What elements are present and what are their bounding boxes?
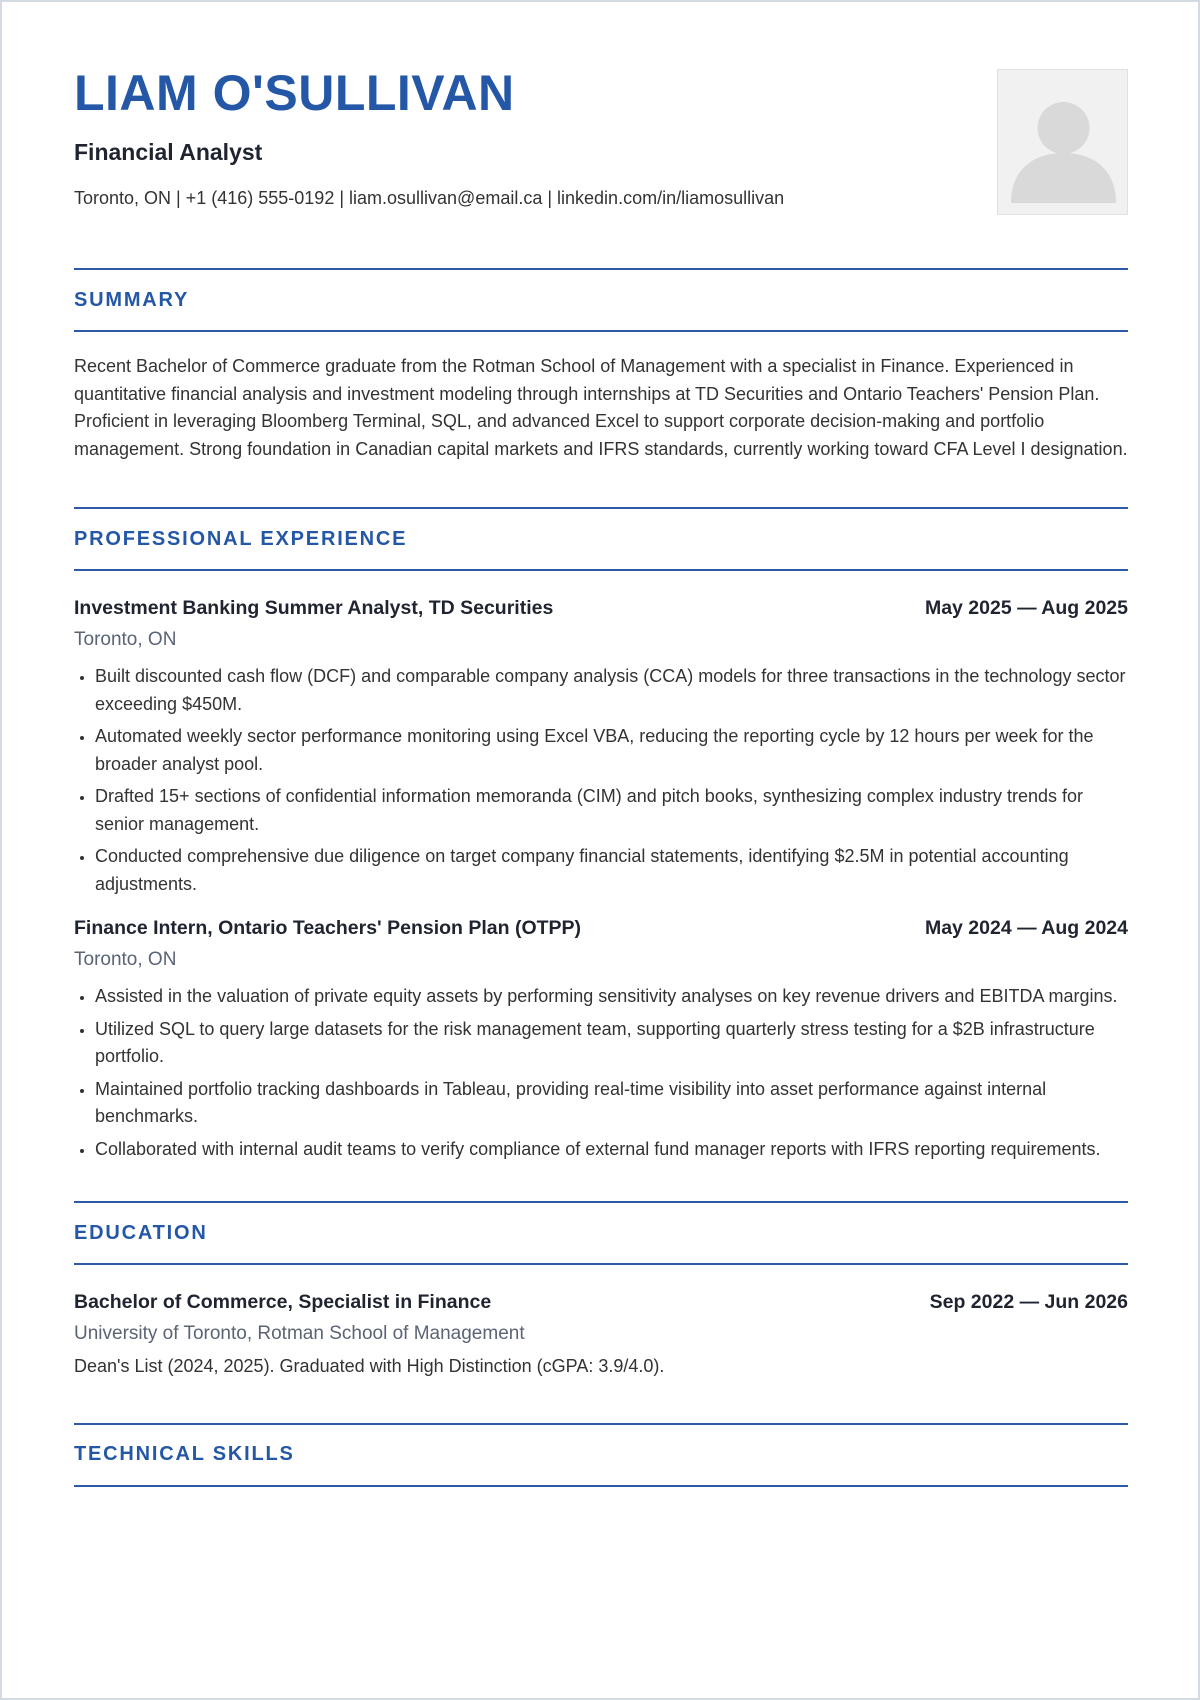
candidate-name: LIAM O'SULLIVAN	[74, 65, 515, 121]
degree-title: Bachelor of Commerce, Specialist in Finance	[74, 1291, 492, 1313]
skills-section-header	[74, 1423, 1128, 1487]
job-entry	[74, 915, 1128, 1163]
job-bullet: • Utilized SQL to query large datasets for the risk management team, supporting quarterly stress testing for a $2B infrastructure portfolio.	[95, 1016, 1128, 1071]
job-bullet: • Drafted 15+ sections of confidential information memoranda (CIM) and pitch books, synthesizing complex industry trends for senior management.	[95, 783, 1128, 838]
job-dates: May 2025 — Aug 2025	[924, 597, 1128, 619]
job-bullet: • Conducted comprehensive due diligence on target company financial statements, identifying $2.5M in potential accounting adjustments.	[95, 843, 1128, 898]
job-bullet: • Maintained portfolio tracking dashboards in Tableau, providing real-time visibility into asset performance against internal benchmarks.	[95, 1076, 1128, 1131]
skills-heading: TECHNICAL SKILLS	[74, 1443, 295, 1465]
job-bullet: • Built discounted cash flow (DCF) and comparable company analysis (CCA) models for three transactions in the technology sector exceeding $450M.	[95, 663, 1128, 718]
education-entry	[74, 1289, 1128, 1381]
job-title: Investment Banking Summer Analyst, TD Securities	[74, 597, 554, 619]
experience-section-header	[74, 507, 1128, 571]
job-bullet: • Collaborated with internal audit teams to verify compliance of external fund manager reports with IFRS reporting requirements.	[95, 1136, 1128, 1164]
summary-section-header	[74, 268, 1128, 332]
education-heading: EDUCATION	[74, 1221, 208, 1244]
experience-heading: PROFESSIONAL EXPERIENCE	[74, 527, 408, 550]
education-section-header	[74, 1201, 1128, 1265]
summary-heading: SUMMARY	[74, 288, 190, 311]
job-dates: May 2024 — Aug 2024	[924, 917, 1128, 939]
job-bullet-list	[74, 663, 1128, 898]
school-name: University of Toronto, Rotman School of Management	[74, 1323, 525, 1344]
job-header	[74, 915, 1128, 941]
education-header	[74, 1289, 1128, 1315]
job-location: Toronto, ON	[74, 629, 177, 650]
summary-text: Recent Bachelor of Commerce graduate from the Rotman School of Management with a specialist in Finance. Experienced in quantitative financial analysis and investment modeling through internships at TD Securities and Ontario Teachers' Pension Plan. Proficient in leveraging Bloomberg Terminal, SQL, and advanced Excel to support corporate decision-making and portfolio management. Strong foundation in Canadian capital markets and IFRS standards, currently working toward CFA Level I designation.	[74, 356, 1128, 459]
job-bullet: • Automated weekly sector performance monitoring using Excel VBA, reducing the reporting cycle by 12 hours per week for the broader analyst pool.	[95, 723, 1128, 778]
job-header	[74, 595, 1128, 621]
education-details: Dean's List (2024, 2025). Graduated with High Distinction (cGPA: 3.9/4.0).	[74, 1356, 665, 1376]
job-title: Finance Intern, Ontario Teachers' Pension Plan (OTPP)	[74, 917, 582, 939]
resume-content	[74, 62, 1128, 1487]
job-bullet-list	[74, 983, 1128, 1163]
job-bullet: • Assisted in the valuation of private equity assets by performing sensitivity analyses on key revenue drivers and EBITDA margins.	[95, 983, 1128, 1011]
candidate-role: Financial Analyst	[74, 139, 263, 165]
contact-line: Toronto, ON | +1 (416) 555-0192 | liam.osullivan@email.ca | linkedin.com/in/liamosullivan	[74, 188, 785, 208]
job-location: Toronto, ON	[74, 949, 177, 970]
job-entry	[74, 595, 1128, 898]
education-dates: Sep 2022 — Jun 2026	[929, 1291, 1128, 1313]
